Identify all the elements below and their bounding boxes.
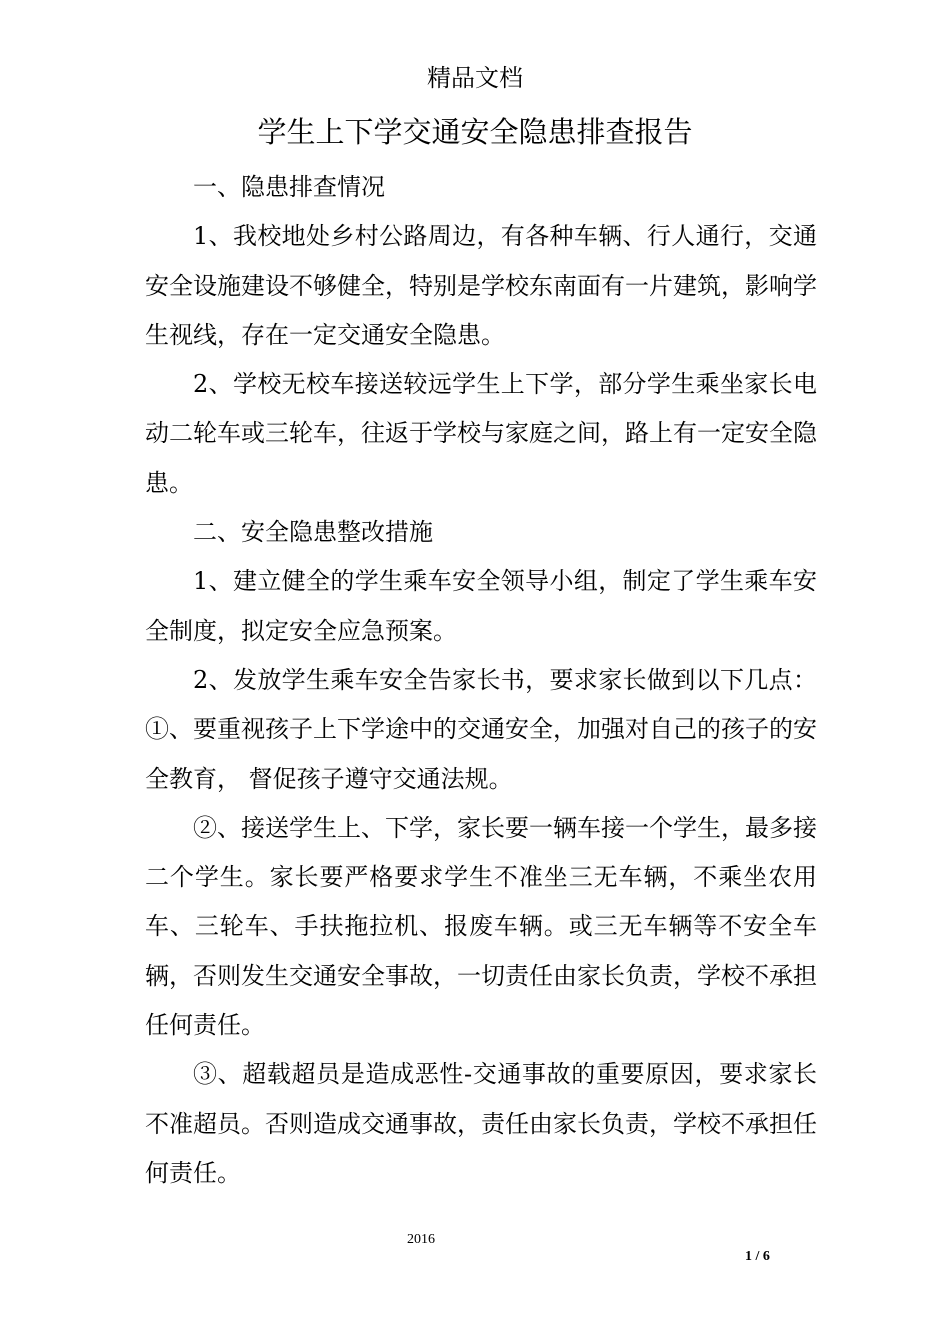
paragraph: 2、学校无校车接送较远学生上下学，部分学生乘坐家长电动二轮车或三轮车，往返于学校与家庭之间，路上有一定安全隐患。	[145, 370, 817, 497]
paragraph: ③、超载超员是造成恶性-交通事故的重要原因，要求家长不准超员。否则造成交通事故，责任由家长负责，学校不承担任何责任。	[145, 1060, 817, 1187]
section-heading-1: 一、隐患排查情况	[193, 173, 385, 201]
document-body	[145, 163, 817, 1198]
document-title: 学生上下学交通安全隐患排查报告	[257, 115, 693, 149]
paragraph: 1、我校地处乡村公路周边，有各种车辆、行人通行，交通安全设施建设不够健全，特别是学校东南面有一片建筑，影响学生视线，存在一定交通安全隐患。	[145, 222, 817, 349]
paragraph: 2、发放学生乘车安全告家长书，要求家长做到以下几点： ①、要重视孩子上下学途中的交通安全，加强对自己的孩子的安全教育， 督促孩子遵守交通法规。	[145, 665, 817, 793]
footer-year: 2016	[407, 1232, 435, 1247]
paragraph: ②、接送学生上、下学，家长要一辆车接一个学生，最多接二个学生。家长要严格要求学生不准坐三无车辆，不乘坐农用车、三轮车、手扶拖拉机、报废车辆。或三无车辆等不安全车辆，否则发生交通安全事故，一切责任由家长负责，学校不承担任何责任。	[145, 813, 817, 1040]
paragraph: 1、建立健全的学生乘车安全领导小组，制定了学生乘车安全制度，拟定安全应急预案。	[145, 567, 817, 645]
page-header: 精品文档	[427, 64, 523, 92]
page-number: 1 / 6	[745, 1249, 770, 1264]
section-heading-2: 二、安全隐患整改措施	[193, 518, 433, 547]
